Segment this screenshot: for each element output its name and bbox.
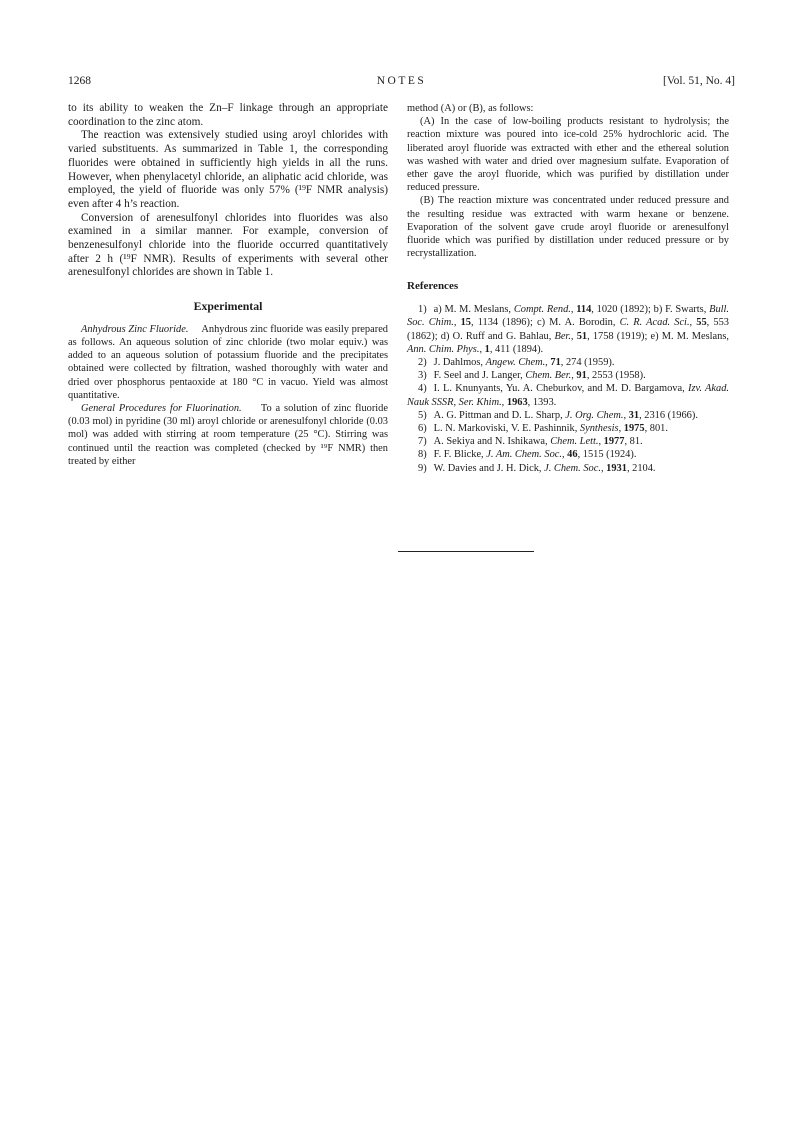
reference-text: , <box>561 449 568 461</box>
reference-text: , 81. <box>624 436 643 448</box>
reference-volume: 1931 <box>606 462 627 474</box>
reference-item <box>407 448 729 461</box>
reference-volume: 114 <box>576 304 592 316</box>
reference-volume: 1963 <box>506 396 528 408</box>
reference-number: 7) <box>418 436 427 448</box>
reference-text: W. Davies and J. H. Dick, <box>433 462 545 474</box>
reference-volume: 1975 <box>623 422 645 434</box>
reference-text: , 411 (1894). <box>489 343 544 355</box>
reference-text: , <box>598 436 604 448</box>
reference-text: , 801. <box>644 422 668 434</box>
volume-issue: [Vol. 51, No. 4] <box>663 75 735 87</box>
reference-volume: 46 <box>567 449 578 461</box>
reference-journal: Ann. Chim. Phys. <box>407 343 480 355</box>
reference-text: A. Sekiya and N. Ishikawa, <box>433 436 551 448</box>
intro-paragraph: Conversion of arenesulfonyl chlorides into fluorides was also examined in a similar manner. For example, conversion of benzenesulfonyl chloride into the fluoride occurred quantitatively after 2 h (¹⁹F NMR). Results of experiments with several other arenesulfonyl chlorides are shown in Table 1. <box>68 211 388 279</box>
reference-text: , 2104. <box>626 462 656 474</box>
reference-text: , 1758 (1919); e) M. M. Meslans, <box>587 330 729 342</box>
reference-text: F. F. Blicke, <box>433 449 487 461</box>
reference-volume: 31 <box>628 409 640 421</box>
reference-text: , 2316 (1966). <box>639 409 698 421</box>
reference-item <box>407 462 729 475</box>
reference-text: , <box>689 317 697 329</box>
reference-journal: J. Am. Chem. Soc. <box>486 449 562 461</box>
method-continuation: method (A) or (B), as follows: <box>407 103 534 114</box>
reference-volume: 55 <box>696 317 707 329</box>
left-column <box>68 102 388 468</box>
reference-journal: Compt. Rend. <box>513 304 571 316</box>
reference-text: J. Dahlmos, <box>433 356 486 368</box>
reference-item <box>407 422 729 435</box>
reference-journal: C. R. Acad. Sci. <box>619 317 690 329</box>
reference-number: 3) <box>418 370 427 382</box>
reference-number: 8) <box>418 449 427 461</box>
reference-journal: Synthesis <box>579 422 619 434</box>
reference-volume: 1 <box>484 343 490 355</box>
right-column <box>407 102 729 475</box>
reference-text: A. G. Pittman and D. L. Sharp, <box>433 409 566 421</box>
reference-text: , 1515 (1924). <box>577 449 637 461</box>
reference-number: 2) <box>418 356 427 368</box>
reference-item <box>407 435 729 448</box>
zinc-fluoride-heading: Anhydrous Zinc Fluoride. <box>81 323 189 335</box>
reference-journal: J. Chem. Soc. <box>544 462 601 474</box>
methods-block <box>407 102 729 260</box>
reference-volume: 71 <box>550 356 561 368</box>
reference-text: , 1134 (1896); c) M. A. Borodin, <box>470 317 620 329</box>
general-procedure-heading: General Procedures for Fluorination. <box>81 403 242 415</box>
zinc-fluoride-text: Anhydrous zinc fluoride was easily prepared as follows. An aqueous solution of zinc chloride (two molar equiv.) was added to an aqueous solution of potassium fluoride and the precipitates obtained were collected by filtration, washed thoroughly with water and dried over phosphorus pentaoxide at 180 °C in vacuo. Yield was almost quantitative. <box>68 323 388 401</box>
reference-volume: 91 <box>576 370 587 382</box>
intro-paragraph: The reaction was extensively studied using aroyl chlorides with varied substituents. As summarized in Table 1, the corresponding fluorides were obtained in sufficiently high yields in all the runs. However, when phenylacetyl chloride, an aliphatic acid chloride, was employed, the yield of fluoride was only 57% (¹⁹F NMR analysis) even after 4 h’s reaction. <box>68 129 388 210</box>
page-number: 1268 <box>68 75 91 87</box>
references-heading: References <box>407 280 459 293</box>
reference-journal: Ber. <box>554 330 571 342</box>
reference-text: , 1020 (1892); b) F. Swarts, <box>591 304 710 316</box>
reference-text: , <box>600 462 607 474</box>
reference-volume: 51 <box>576 330 588 342</box>
reference-text: , <box>479 343 485 355</box>
method-b-paragraph: (B) The reaction mixture was concentrated under reduced pressure and the resulting residue was extracted with warm hexane or benzene. Evaporation of the solvent gave crude aroyl fluoride or arenesulfonyl fluoride which was purified by distillation under reduced pressure or by recrystallization. <box>407 195 729 260</box>
reference-journal: J. Org. Chem. <box>565 409 624 421</box>
reference-text: , 274 (1959). <box>560 356 615 368</box>
end-rule <box>398 551 534 552</box>
reference-text: , <box>571 370 577 382</box>
reference-number: 6) <box>418 422 427 434</box>
reference-text: , <box>545 356 551 368</box>
running-header <box>68 74 735 88</box>
reference-journal: Bull. Soc. Chim. <box>407 304 730 329</box>
reference-text: , <box>570 304 577 316</box>
general-procedure-paragraph <box>68 402 388 468</box>
intro-paragraph: to its ability to weaken the Zn–F linkage through an appropriate coordination to the zinc atom. <box>68 102 388 128</box>
reference-text: , 2553 (1958). <box>586 370 646 382</box>
reference-text: , <box>453 317 461 329</box>
reference-journal: Angew. Chem. <box>485 356 546 368</box>
zinc-fluoride-paragraph <box>68 323 388 402</box>
reference-number: 9) <box>418 462 427 474</box>
reference-text: L. N. Markoviski, V. E. Pashinnik, <box>433 422 580 434</box>
reference-number: 4) <box>418 383 427 395</box>
reference-text: , <box>501 396 507 408</box>
reference-volume: 1977 <box>603 436 625 448</box>
reference-item <box>407 409 729 422</box>
reference-text: , <box>570 330 577 342</box>
general-procedure-text: To a solution of zinc fluoride (0.03 mol) in pyridine (30 ml) aroyl chloride or arenesulfonyl chloride (0.03 mol) was added with stirring at room temperature (25 °C). Stirring was continued until the reaction was completed (checked by ¹⁹F NMR) then treated by either <box>68 403 388 467</box>
reference-number: 1) <box>418 304 427 316</box>
reference-number: 5) <box>418 409 427 421</box>
journal-section-title: NOTES <box>376 75 427 87</box>
experimental-heading: Experimental <box>193 299 263 314</box>
reference-item <box>407 382 729 408</box>
reference-text: , 553 (1862); d) O. Ruff and G. Bahlau, <box>407 317 729 342</box>
reference-text: F. Seel and J. Langer, <box>433 370 526 382</box>
references-list <box>407 303 729 475</box>
reference-journal: Izv. Akad. Nauk SSSR, Ser. Khim. <box>407 383 729 408</box>
reference-text: , 1393. <box>527 396 557 408</box>
reference-item <box>407 369 729 382</box>
reference-item <box>407 356 729 369</box>
reference-text: a) M. M. Meslans, <box>433 304 514 316</box>
reference-text: , <box>623 409 629 421</box>
reference-text: I. L. Knunyants, Yu. A. Cheburkov, and M. D. Bargamova, <box>433 383 688 395</box>
reference-volume: 15 <box>460 317 471 329</box>
method-a-paragraph: (A) In the case of low-boiling products resistant to hydrolysis; the reaction mixture was poured into ice-cold 25% hydrochloric acid. The liberated aroyl fluoride was extracted with ether and the ethereal solution was washed with water and dried over magnesium sulfate. Evaporation of ether gave the aroyl fluoride, which was purified by distillation under reduced pressure. <box>407 116 729 194</box>
reference-item <box>407 303 729 356</box>
reference-journal: Chem. Lett. <box>550 436 599 448</box>
reference-text: , <box>618 422 624 434</box>
reference-journal: Chem. Ber. <box>525 370 572 382</box>
